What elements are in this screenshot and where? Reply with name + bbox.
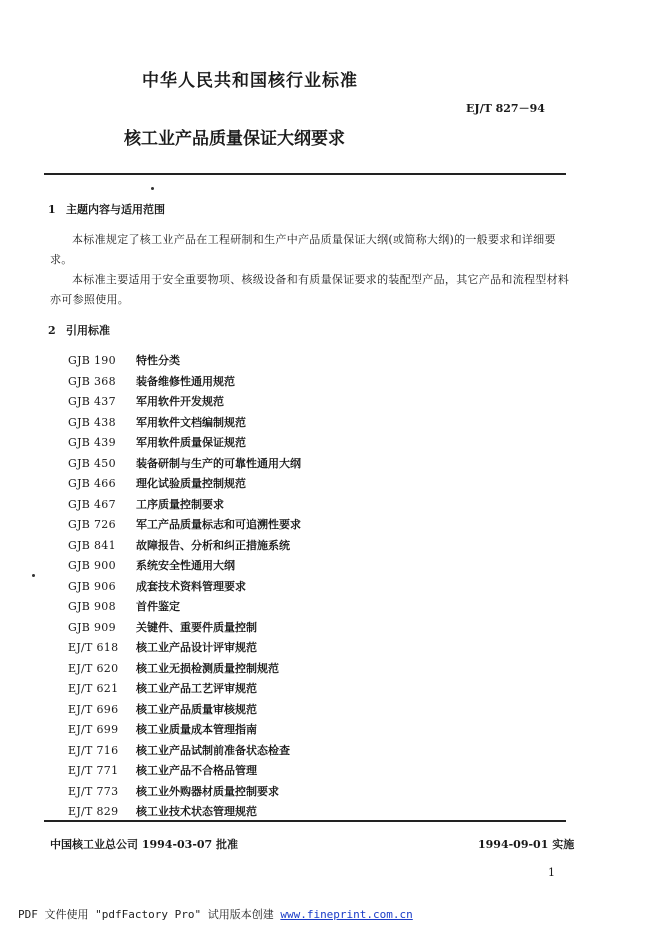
- section-1-paragraph-1: 本标准规定了核工业产品在工程研制和生产中产品质量保证大纲(或简称大纲)的一般要求和详细要求。: [50, 233, 556, 266]
- section-2-number: 2: [48, 324, 56, 337]
- section-2-title: 引用标准: [66, 324, 110, 337]
- standard-name: 装备维修性通用规范: [136, 374, 235, 388]
- standard-code: GJB 908: [68, 600, 116, 613]
- scan-speck: [32, 574, 35, 577]
- standard-code: EJ/T 773: [68, 784, 119, 798]
- standard-code: EJ/T 618: [68, 641, 119, 654]
- standard-code: GJB 726: [68, 518, 116, 531]
- section-1-title: 主题内容与适用范围: [66, 203, 165, 216]
- standard-row: [68, 638, 301, 659]
- bottom-rule: [44, 820, 566, 822]
- standard-row: [68, 392, 301, 413]
- standard-name: 理化试验质量控制规范: [136, 477, 246, 490]
- standard-name: 核工业技术状态管理规范: [136, 805, 257, 818]
- approval-line: 中国核工业总公司 1994-03-07 批准: [50, 838, 239, 851]
- standard-row: [68, 577, 301, 598]
- pdf-footer-text: PDF 文件使用 "pdfFactory Pro" 试用版本创建: [18, 908, 281, 921]
- standard-name: 军用软件开发规范: [136, 395, 224, 408]
- standard-code: EJ/T 827－94: [466, 102, 545, 115]
- standard-code: EJ/T 716: [68, 743, 119, 757]
- fineprint-link[interactable]: www.fineprint.com.cn: [280, 908, 413, 921]
- standard-name: 工序质量控制要求: [136, 497, 224, 511]
- standard-row: [68, 413, 301, 434]
- standard-name: 关键件、重要件质量控制: [136, 620, 257, 634]
- standard-code: GJB 466: [68, 477, 116, 490]
- scan-speck: [151, 187, 154, 190]
- standard-row: [68, 495, 301, 516]
- standard-code: GJB 909: [68, 620, 116, 634]
- standard-name: 核工业无损检测质量控制规范: [136, 661, 279, 675]
- referenced-standards-list: [68, 351, 301, 823]
- standard-row: [68, 597, 301, 618]
- standard-name: 核工业产品不合格品管理: [136, 764, 257, 777]
- standard-name: 核工业产品工艺评审规范: [136, 682, 257, 695]
- section-1-paragraph-2: 本标准主要适用于安全重要物项、核级设备和有质量保证要求的装配型产品，其它产品和流程型材料亦可参照使用。: [50, 273, 570, 306]
- standard-row: [68, 741, 301, 762]
- standard-name: 核工业产品设计评审规范: [136, 641, 257, 654]
- standard-code: GJB 450: [68, 456, 116, 470]
- standard-row: [68, 474, 301, 495]
- section-1-number: 1: [48, 203, 56, 216]
- standard-name: 军工产品质量标志和可追溯性要求: [136, 518, 301, 531]
- standard-row: [68, 351, 301, 372]
- standard-row: [68, 700, 301, 721]
- page-number: 1: [548, 866, 555, 879]
- standard-name: 特性分类: [136, 354, 180, 367]
- standard-code: EJ/T 696: [68, 702, 119, 716]
- section-1-heading: [48, 201, 165, 217]
- section-2-heading: [48, 322, 110, 338]
- standard-code: EJ/T 621: [68, 682, 119, 695]
- standard-code: EJ/T 699: [68, 723, 119, 736]
- standard-code: GJB 906: [68, 579, 116, 593]
- standard-name: 故障报告、分析和纠正措施系统: [136, 538, 290, 552]
- standard-name: 核工业产品质量审核规范: [136, 702, 257, 716]
- standard-name: 军用软件文档编制规范: [136, 415, 246, 429]
- standard-name: 成套技术资料管理要求: [136, 579, 246, 593]
- pdf-footer: [18, 906, 413, 922]
- standard-name: 装备研制与生产的可靠性通用大纲: [136, 456, 301, 470]
- standard-row: [68, 454, 301, 475]
- standard-row: [68, 536, 301, 557]
- standard-code: GJB 900: [68, 559, 116, 572]
- implementation-date: 1994-09-01 实施: [478, 838, 575, 851]
- standard-row: [68, 761, 301, 782]
- standard-code: GJB 439: [68, 436, 116, 449]
- standard-code: GJB 437: [68, 395, 116, 408]
- standard-name: 核工业质量成本管理指南: [136, 723, 257, 736]
- standard-name: 军用软件质量保证规范: [136, 436, 246, 449]
- standard-row: [68, 372, 301, 393]
- standard-row: [68, 659, 301, 680]
- standard-row: [68, 679, 301, 700]
- standard-code: EJ/T 829: [68, 805, 119, 818]
- standard-code: GJB 467: [68, 497, 116, 511]
- standard-row: [68, 782, 301, 803]
- standard-row: [68, 515, 301, 536]
- standard-code: EJ/T 620: [68, 661, 119, 675]
- standard-code: GJB 841: [68, 538, 116, 552]
- issuing-organization: 中华人民共和国核行业标准: [142, 71, 358, 91]
- standard-code: GJB 190: [68, 354, 116, 367]
- document-title: 核工业产品质量保证大纲要求: [124, 129, 345, 149]
- standard-row: [68, 556, 301, 577]
- standard-code: GJB 438: [68, 415, 116, 429]
- standard-row: [68, 433, 301, 454]
- standard-code: GJB 368: [68, 374, 116, 388]
- standard-row: [68, 618, 301, 639]
- standard-name: 核工业产品试制前准备状态检查: [136, 743, 290, 757]
- standard-name: 首件鉴定: [136, 600, 180, 613]
- standard-name: 系统安全性通用大纲: [136, 559, 235, 572]
- standard-name: 核工业外购器材质量控制要求: [136, 784, 279, 798]
- top-rule: [44, 173, 566, 175]
- standard-code: EJ/T 771: [68, 764, 119, 777]
- standard-row: [68, 720, 301, 741]
